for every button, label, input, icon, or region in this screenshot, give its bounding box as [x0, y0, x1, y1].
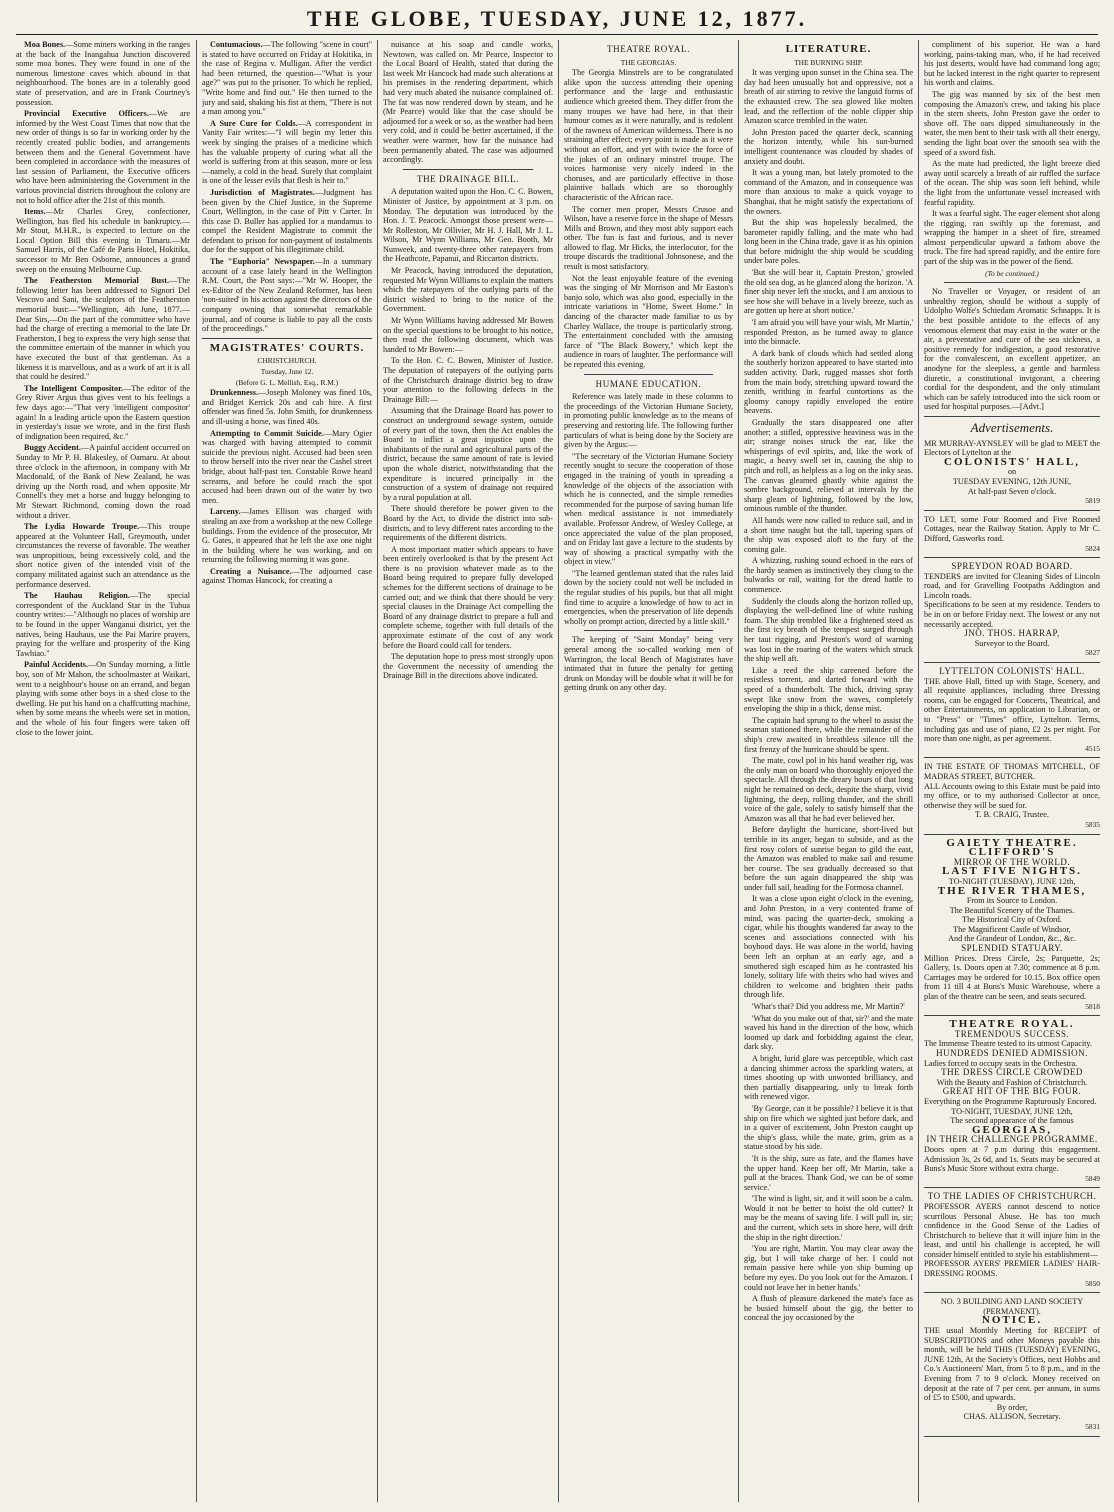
advertisement-number: 5849 — [1085, 1173, 1100, 1183]
advertisement-line: THE usual Monthly Meeting for RECEIPT of SUBSCRIPTIONS and other Moneys payable this month, will be held THIS (TUESDAY) EVENING, JUNE 12th, At the Society's Offices, next Hobbs and Co.'s Auctioneers' Mart, from 5 to 8 p.m., and in the Evening from 7 to 9 o'clock. Money received on deposit at the rate of 7 per cent. per annum, in sums of £5 to £500, and upwards. — [924, 1326, 1100, 1403]
advertisement-line: The second appearance of the famous — [950, 1116, 1074, 1126]
news-item-title: Buggy Accident. — [24, 443, 81, 453]
masthead-rule — [16, 34, 1098, 35]
news-item-body: —Mary Ogier was charged with having attempted to commit suicide the previous night. Accused had been seen to throw herself into the river near the Cashel street bridge, about half-past ten. Constable Rowe heard screams, and before he could reach the spot accused had been drawn out of the water by two men. — [202, 428, 372, 505]
advertisement-line: NO. 3 BUILDING AND LAND SOCIETY (PERMANENT). — [940, 1297, 1084, 1316]
advertisement — [924, 836, 1100, 1017]
advertisement-number: 5818 — [1085, 1001, 1100, 1011]
news-item — [16, 207, 190, 274]
court-bench: (Before G. L. Mellish, Esq., R.M.) — [235, 377, 339, 387]
news-item — [202, 429, 372, 506]
paragraph: The deputation hope to press most strongly upon the Government the necessity of amending the Drainage Bill in the directions above indicated. — [383, 652, 553, 681]
news-item — [16, 276, 190, 382]
paragraph: 'The wind is light, sir, and it will soon be a calm. Would it not be better to hoist the old cutter? It may be the means of saving life. I will pull in, sir; and the current, which sets in shore here, will drift the ship in the right direction.' — [744, 1194, 913, 1242]
advertisement-line: And the Grandeur of London, &c., &c. — [948, 934, 1076, 944]
paragraph: Assuming that the Drainage Board has power to construct an underground sewage system, outside of every part of the town, then the Act enables the Board to inflict a great injustice upon the inhabitants of the rural and agricultural parts of the district, because the same amount of rate is levied upon the whole district, notwithstanding that the expenditure is incurred principally in the construction of a system of drainage not required by a rural population at all. — [383, 406, 553, 502]
paragraph: John Preston paced the quarter deck, scanning the horizon intently, while his sun-burned intelligent countenance was clouded by shades of anxiety and doubt. — [744, 127, 913, 166]
advertisement-line: With the Beauty and Fashion of Christchurch. — [936, 1077, 1088, 1087]
advertisement-line: TO THE LADIES OF CHRISTCHURCH. — [927, 1191, 1097, 1202]
theatre-heading: THEATRE ROYAL. — [607, 44, 690, 54]
advertisement-line: Million Prices. Dress Circle, 2s; Parquette, 2s; Gallery, 1s. Doors open at 7.30; commence at 8 p.m. Carriages may be ordered for 10.15. Box office open from 11 till 4 at Buns's Music Warehouse, where a plan of the theatre can be seen, and seats secured. — [924, 953, 1100, 1002]
advertisement-rule — [924, 557, 1100, 558]
advertisement-number: 5824 — [1085, 543, 1100, 553]
advertisement-rule — [924, 1187, 1100, 1188]
column-rule — [377, 40, 378, 1502]
news-item-body: —James Ellison was charged with stealing an axe from a workshop at the new College buildings. From the evidence of the prosecutor, Mr G. Gates, it appeared that he left the axe one night in the building where he was working, and on returning the following morning it was gone. — [202, 507, 372, 565]
advertisement-line: THE DRESS CIRCLE CROWDED — [941, 1067, 1083, 1078]
advertisement-line: CHAS. ALLISON, Secretary. — [963, 1412, 1061, 1422]
news-item — [202, 567, 372, 586]
story-text — [744, 68, 913, 1323]
news-item — [16, 443, 190, 520]
section-rule — [584, 630, 713, 631]
advertisement — [924, 1192, 1100, 1293]
advertisement-line: THEATRE ROYAL. — [949, 1018, 1075, 1031]
news-item — [16, 522, 190, 589]
advertisement-number: 5831 — [1085, 1421, 1100, 1431]
paragraph: 'What do you make out of that, sir?' and the mate waved his hand in the direction of the bow, which loomed up dark and forbidding against the clear, dark sky. — [744, 1013, 913, 1052]
section-rule — [944, 282, 1080, 283]
news-item-title: The Lydia Howarde Troupe. — [24, 522, 139, 532]
news-item-body: —The following letter has been addressed to Signori Del Vescovo and Sani, the sculptors of the Featherston memorial bust:—"Wellington, 4th June, 1877.—Dear Sirs,—On the part of the committee who have had the charge of erecting a memorial to the late Dr Featherston, I beg to express the very high sense that the committee entertain of the manner in which you have executed the bust of that gentleman. As a likeness it is marvellous, and as a work of art it is all that could be desired." — [16, 276, 190, 382]
news-item-title: The Hauhau Religion. — [24, 591, 130, 601]
advertisement-line: on — [1007, 467, 1017, 477]
advertisement-line: TO-NIGHT (TUESDAY), JUNE 12th, — [948, 876, 1076, 886]
advertisement-line: By order, — [996, 1402, 1028, 1412]
paragraph: Suddenly the clouds along the horizon rolled up, displaying the well-defined line of white rushing foam. The ship trembled like a frightened steed as the first icy breath of the tempest surged through her taut rigging, and Preston's word of warning was lost in the roaring of the waters which struck the ship well aft. — [744, 596, 913, 664]
paragraph: It was a fearful sight. The eager element shot along the rigging, ran swiftly up the foremast, and wrapping the hamper in a sheet of fire, streamed almost perpendicular upward a fathom above the truck. The fire had spread rapidly, and the entire fore part of the ship was in the power of the fiend. — [924, 209, 1100, 267]
paragraph: compliment of his superior. He was a hard working, pains-taking man, who, if he had received his just deserts, would have had command long ago; but he lacked interest in the right quarter to represent his worth and claims. — [924, 40, 1100, 88]
drainage-article — [383, 187, 553, 681]
news-item-title: Painful Accidents. — [24, 660, 88, 670]
paragraph: Not the least enjoyable feature of the evening was the singing of Mr Morrison and Mr Easton's banjo solo, which was also good, especially in the intricate variations in "Home, Sweet Home." In dancing of the character made familiar to us by Charley Wallace, the troupe is particularly strong. The entertainment concluded with the amusing farce of "The Black Bowery," which kept the audience in roars of laughter. The performance will be repeated this evening. — [564, 273, 733, 369]
column-6 — [924, 40, 1100, 1502]
paragraph: It was a young man, but lately promoted to the command of the Amazon, and in consequence was more than anxious to make a quick voyage to Shanghai, that he might satisfy the expectations of the owners. — [744, 168, 913, 216]
news-item-title: Creating a Nuisance. — [210, 566, 292, 576]
advertisement-line: T. B. CRAIG, Trustee. — [975, 810, 1049, 820]
paragraph: The Georgia Minstrels are to be congratulated alike upon the success attending their opening performance and the large and enthusiastic audience which greeted them. They differ from the many troupes we have had here, in that their humour comes as it were naturally, and is redolent of the rawness of American wilderness. There is no straining after effect; every point is made as it were without an effort, and yet with twice the force of the jokes of an ordinary minstrel troupe. The voices harmonise very nicely indeed in the choruses, and are particularly effective in those plaintive ballads which are so thoroughly characteristic of the African race. — [564, 68, 733, 202]
paragraph: 'It is the ship, sure as fate, and the flames have the upper hand. Keep her off, Mr Martin, take a pull at the braces. Thank God, we can be of some service.' — [744, 1153, 913, 1192]
news-item-body: —Judgment has been given by the Chief Justice, in the Supreme Court, Wellington, in the case of Pitt v Carter. In this case D. Buller has applied for a mandamus to compel the Resident Magistrate to commit the defendant to prison for non-payment of instalments due for the support of his illegitimate child. — [202, 187, 372, 255]
advertisement-line: Everything on the Programme Rapturously Encored. — [924, 1096, 1097, 1106]
advertisement-line: THE RIVER THAMES, — [937, 884, 1087, 897]
advertisement-line: SPREYDON ROAD BOARD. — [951, 561, 1073, 572]
advertisement-line: TREMENDOUS SUCCESS. — [954, 1028, 1070, 1039]
paragraph: There should therefore be power given to the Board by the Act, to divide the district into sub-districts, and to levy different rates according to the requirements of the different districts. — [383, 504, 553, 543]
advertisement-line: GREAT HIT OF THE BIG FOUR. — [942, 1086, 1082, 1097]
column-5 — [744, 40, 913, 1502]
paragraph: 'You are right, Martin. You may clear away the gig, but I will take charge of her. I could not remain passive here while yon ship burning up before my eyes. Do you look out for the Amazon. I could not leave her in better hands.' — [744, 1244, 913, 1292]
paragraph: 'By George, can it be possible? I believe it is that ship on fire which we sighted just before dark, and in a quiver of excitement, John Preston caught up the ship's glass, while the mate, grim, grim as a statue stood by his side. — [744, 1103, 913, 1152]
advertisement-number: 4515 — [1085, 743, 1100, 753]
masthead: THE GLOBE, TUESDAY, JUNE 12, 1877. — [306, 6, 808, 31]
news-item-body: —In a summary account of a case lately heard in the Wellington R.M. Court, the Post says:—"Mr W. Hooper, the ex-Editor of the New Zealand Reformer, has been 'non-suited' in his action against the directors of the company owning that somewhat remarkable journal, and of course is liable to pay all the costs of the proceedings." — [202, 257, 372, 334]
column-rule — [196, 40, 197, 1502]
advertisement-rule — [924, 510, 1100, 511]
column-2 — [202, 40, 372, 1502]
advertisement-line: SPLENDID STATUARY. — [961, 943, 1063, 954]
paragraph: To the Hon. C. C. Bowen, Minister of Justice. The deputation of ratepayers of the outlying parts of the Christchurch drainage district beg to draw your attention to the following defects in the Drainage Bill:— — [383, 356, 553, 404]
column-1 — [16, 40, 190, 1502]
story-title: THE BURNING SHIP. — [794, 57, 863, 67]
advertisement-number: 5835 — [1085, 819, 1100, 829]
news-item — [16, 660, 190, 737]
advertisement-line: Surveyor to the Board. — [974, 638, 1050, 648]
advertisement-line: CLIFFORD'S — [968, 846, 1056, 859]
paragraph: A bright, lurid glare was perceptible, which cast a dancing shimmer across the sparkling waters, at times shooting up with unwonted brilliancy, and then partially disappearing, only to break forth with renewed vigor. — [744, 1053, 913, 1102]
section-rule — [584, 374, 713, 375]
advertisement-rule — [924, 1292, 1100, 1293]
advertisement-rule — [924, 1436, 1100, 1437]
news-item-title: The Intelligent Compositor. — [24, 383, 124, 393]
drainage-heading: THE DRAINAGE BILL. — [416, 173, 520, 184]
news-item-title: Jurisdiction of Magistrates. — [210, 187, 315, 197]
news-item-body: —On Sunday morning, a little boy, son of Mr Mahon, the schoolmaster at Waikari, went to a neighbour's house on an errand, and began playing with some other boys in a shed close to the dwelling. He put his hand on a chaffcutting machine, when by some means the wheels were set in motion, and the whole of his four fingers were taken off close to the lower joint. — [16, 660, 190, 737]
advertisement — [924, 1297, 1100, 1436]
advertisement-line: The Beautiful Scenery of the Thames. — [949, 905, 1075, 915]
news-paragraphs — [202, 40, 372, 334]
news-item-body: —The adjourned case against Thomas Hancock, for creating a — [202, 566, 372, 586]
news-item-title: Moa Bones. — [24, 40, 66, 49]
news-item-body: —Some miners working in the ranges at the back of the Inangahua Junction discovered some moa bones. They were found in one of the numerous limestone caves which abound in that neighbourhood. The bones are in a tolerably good state of preservation, and are in Frank Courtney's possession. — [16, 40, 190, 107]
advertisement — [924, 762, 1100, 834]
advertisement-line: TO LET, some Four Roomed and Five Roomed Cottages, near the Railway Station. Apply to Mr C. Difford, Gasworks road. — [924, 514, 1100, 543]
advertisements-heading: Advertisements. — [970, 419, 1054, 435]
news-item-title: A Sure Cure for Colds. — [210, 118, 298, 128]
section-rule — [924, 416, 1100, 417]
advertisement-line: COLONISTS' HALL, — [944, 455, 1080, 468]
news-item — [16, 109, 190, 205]
paragraph: The mate, cowl pol in his hand weather rig, was the only man on board who thoroughly enjoyed the spectacle. All through the dreary hours of that long night he remained on deck, despite the sharp, vivid lightning, the deep, rolling thunder, and the shrill voice of the gale, solely to satisfy himself that the Amazon was all that he had ever believed her. — [744, 756, 913, 823]
section-rule — [403, 169, 533, 170]
news-item-body: —Joseph Moloney was fined 10s, and Bridget Kerrick 20s and cab hire. A first offender was fined 5s. John Smith, for drunkenness and ill-using a horse, was fined 40s. — [202, 388, 372, 426]
news-item — [202, 388, 372, 426]
advertisement-line: PROFESSOR AYERS cannot descend to notice scurrilous Personal Abuse. He has too much confidence in the Good Sense of the Ladies of Christchurch to believe that it will injure him in the least, and until his challenge is accepted, he will consider himself entitled to style his establishment— — [924, 1201, 1100, 1259]
advertisement-line: HUNDREDS DENIED ADMISSION. — [936, 1048, 1088, 1058]
advertisement-rule — [924, 1015, 1100, 1016]
column-4 — [564, 40, 733, 1502]
paragraph: 'But she will bear it, Captain Preston,' growled the old sea dog, as he glanced along the horizon. 'A finer ship never left the stocks, and I am anxious to see how she will behave in a lively breeze, such as are gotten up here at short notice.' — [744, 268, 913, 316]
paragraph: "The learned gentleman stated that the rules laid down by the society could not well be included in the regular studies of his pupils, but that all might find time to acquire a knowledge of how to act in emergencies, when the preservation of life depends wholly on prompt action, directed by a little skill." — [564, 568, 733, 626]
paragraph: As the mate had predicted, the light breeze died away until scarcely a breath of air ruffled the surface of the ocean. The ship was soon left behind, while the light from the unfortunate vessel increased with fearful rapidity. — [924, 159, 1100, 207]
news-item-body: —The editor of the Grey River Argus thus gives vent to his feelings a few days ago:—"That very 'intelligent compositor' again! In a leading article upon the Eastern question in yesterday's issue we wrote, and in the first flush of indignation been required, &c." — [16, 383, 190, 441]
news-item — [16, 40, 190, 107]
news-item-title: Drunkenness. — [210, 388, 259, 398]
advertisement — [924, 515, 1100, 558]
advertisements — [924, 439, 1100, 1437]
court-date: Tuesday, June 12. — [260, 367, 314, 376]
news-item-title: The "Euphoria" Newspaper. — [210, 257, 315, 267]
advertisement-line: LYTTELTON COLONISTS' HALL. — [939, 666, 1085, 677]
column-rule — [918, 40, 919, 1502]
advertisement-number: 5827 — [1085, 648, 1100, 658]
news-item-title: Provincial Executive Officers. — [24, 109, 149, 119]
advertisement-line: Ladies forced to occupy seats in the Orchestra. — [924, 1058, 1078, 1068]
paragraph: "The secretary of the Victorian Humane Society recently sought to secure the cooperation of those engaged in the training of youth in spreading a knowledge of the objects of the association with which he is connected, and the simple remedies recommended for the purpose of saving human life when medical assistance is not immediately available. Professor Andrew, of Wesley College, at once appreciated the value of the plan proposed, and on Friday last gave a lecture to the students by way of showing a practical sympathy with the object in view." — [564, 451, 733, 567]
section-rule — [202, 338, 372, 339]
column-3 — [383, 40, 553, 1502]
advertisement-line: GEORGIAS, — [971, 1123, 1053, 1136]
paragraph: The captain had sprung to the wheel to assist the seaman stationed there, while the remainder of the ship's crew awaited in breathless silence till the first frenzy of the hurricane should be spent. — [744, 715, 913, 754]
advertisement-rule — [924, 834, 1100, 835]
advertisement — [924, 562, 1100, 663]
news-item-body: —Mr Charles Grey, confectioner, Wellington, has fled his schedule in bankruptcy.—Mr Stout, M.H.R., is expected to lecture on the Local Option Bill this evening in Timaru.—Mr Samuel Harris, of the Café de Paris Hotel, Hokitika, successor to Mr Ben Osborne, announces a grand sweep on the ensuing Melbourne Cup. — [16, 207, 190, 274]
literature-heading: LITERATURE. — [785, 43, 872, 55]
news-item — [16, 591, 190, 658]
news-item-title: The Featherston Memorial Bust. — [24, 276, 170, 286]
theatre-subheading: THE GEORGIAS. — [620, 57, 677, 67]
news-item-body: —We are informed by the West Coast Times that now that the new order of things is so far in working order by the recently created public bodies, and arrangements between them and the General Government have been completed in accordance with the measures of last session of Parliament, the Executive officers who have been administering the Government in the various provincial districts throughout the colony are not to hold office after the 21st of this month. — [16, 109, 190, 205]
paragraph: Gradually the stars disappeared one after another; a stifled, oppressive heaviness was in the air; strange noises struck the ear, like the whisperings of evil spirits, and, like the work of magic, a heavy swell set in, causing the ship to pitch and roll, as helpless as a log on the inky seas. The canvas gleamed ghastly white against the sombre background, relieved at intervals by the sharp gleam of lightning, followed by the low, ominous rumble of the thunder. — [744, 417, 913, 514]
paragraph: Mr Peacock, having introduced the deputation, requested Mr Wynn Williams to explain the matters which the ratepayers of the outlying parts of the district wished to bring to the notice of the Government. — [383, 266, 553, 314]
advertisement-line: MR MURRAY-AYNSLEY will be glad to MEET the Electors of Lyttelton at the — [924, 438, 1100, 458]
paragraph: A dark bank of clouds which had settled along the southerly horizon appeared to have started into sudden activity. Dark, rugged masses shot forth from the main body, stretching upward toward the zenith, writhing in fearful contortions as the gloomy canopy rapidly enveloped the entire heavens. — [744, 348, 913, 416]
advertisement-line: MIRROR OF THE WORLD. — [953, 856, 1071, 867]
paragraph: It was verging upon sunset in the China sea. The day had been unusually hot and oppressive, not a breath of air stirring to revive the languid forms of the exhausted crew. The sea glowed like molten lead, and the reflection of the noble clipper ship Amazon scarce trembled in the water. — [744, 68, 913, 126]
advertisement-line: LAST FIVE NIGHTS. — [942, 865, 1082, 878]
news-item-body: —A correspondent in Vanity Fair writes:—"I will begin my letter this week by singing the praises of a medicine which has the valuable property of curing what all the world is suffering from at this season, more or less—namely, a cold in the head. Surely that complaint is one of the lesser evils that flesh is heir to." — [202, 118, 372, 186]
advertisement-line: TENDERS are invited for Cleaning Sides of Lincoln road, and for Gravelling Footpaths Addington and Lincoln roads. — [924, 571, 1100, 600]
magistrates-heading: MAGISTRATES' COURTS. — [209, 341, 365, 354]
court-place: CHRISTCHURCH. — [257, 356, 317, 366]
news-item — [202, 40, 372, 117]
paragraph: Reference was lately made in these columns to the proceedings of the Victorian Humane Society, in promoting public knowledge as to the means of preserving and restoring life. The following further particulars of what is being done by the Society are given by the Argus:— — [564, 392, 733, 450]
advertisement-line: TUESDAY EVENING, 12th JUNE, — [952, 476, 1072, 486]
paragraph: 'What's that? Did you address me, Mr Martin?' — [752, 1002, 905, 1011]
paragraph: The gig was manned by six of the best men composing the Amazon's crew, and taking his place in the stern sheets, John Preston gave the order to shove off. The oars dipped simultaneously in the water, the men bent to their task with all their energy, sending the light boat over the smooth sea with the speed of a sword fish. — [924, 89, 1100, 157]
column-rule — [558, 40, 559, 1502]
theatre-article — [564, 68, 733, 369]
advertisement-line: From its Source to London. — [966, 896, 1058, 906]
humane-heading: HUMANE EDUCATION. — [595, 378, 702, 389]
paragraph: Before daylight the hurricane, short-lived but terrible in its anger, began to subside, and as the first rosy colors of sunrise began to gild the east, the Amazon was enabled to make sail and resume her course. The sea gradually decreased so that before the sun again disappeared the ship was under full sail, heading for the Formosa channel. — [744, 825, 913, 892]
advertisement-line: The Magnificent Castle of Windsor, — [953, 924, 1071, 934]
paragraph: A whizzing, rushing sound echoed in the ears of the hardy seamen as instinctively they clung to the bulwarks or rail, waiting for the dread battle to commence. — [744, 556, 913, 595]
humane-article — [564, 392, 733, 626]
advertisement-line: THE above Hall, fitted up with Stage, Scenery, and all requisite appliances, including three Dressing rooms, can be engaged for Concerts, Theatrical, and other Entertainments, on application to Librarian, or to "Press" or "Times" office, Lyttelton. Terms, including gas and use of piano, £2 2s per night. For more than one night, as per agreement. — [924, 676, 1100, 744]
news-item — [202, 257, 372, 334]
court-items — [202, 388, 372, 586]
paragraph: 'I am afraid you will have your wish, Mr Martin,' responded Preston, as he turned away to glance into the binnacle. — [744, 318, 913, 347]
advertisement-line: NOTICE. — [981, 1314, 1043, 1327]
advertisement — [924, 439, 1100, 511]
saint-monday-paragraph: The keeping of "Saint Monday" being very general among the so-called working men of Warrington, the local Bench of Magistrates have intimated that in future the penalty for getting drunk on Monday will be double what it will be for getting drunk on any other day. — [564, 635, 733, 693]
advertisement-rule — [924, 662, 1100, 663]
advertisement-line: At half-past Seven o'clock. — [967, 486, 1057, 496]
paragraph: The corner men proper, Messrs Crusoe and Wilson, have a reserve force in the shape of Messrs Mills and Brown, and they most ably support each other. The fun is fast and furious, and is never allowed to flag. Mr Hicks, the interlocutor, for the troupe discards the traditional Johnsonese, and the result is most satisfactory. — [564, 204, 733, 272]
paragraph: Like a reed the ship careened before the resistless torrent, and darted forward with the speed of a thunderbolt. The thick, driving spray swept like snow from the waves, completely enveloping the ship in a thick, dense mist. — [744, 665, 913, 714]
paragraph: All hands were now called to reduce sail, and in a short time naught but the tall, tapering spars of the ship was exposed aloft to the fury of the coming gale. — [744, 515, 913, 554]
paragraph: A most important matter which appears to have been entirely overlooked is that by the present Act there is no provision whatever made as to the Board being required to prepare fully developed schemes for the different sections of drainage to be carried out; and we think that there should be very special clauses in the Drainage Act compelling the Board of any drainage district to prepare a full and complete scheme, together with full details of the approximate estimate of the cost of any work before the Board could call for tenders. — [383, 544, 553, 650]
news-item — [202, 188, 372, 255]
paragraph: But the ship was hopelessly becalmed, the barometer rapidly falling, and the mate who had long been in the China trade, gave it as his opinion that before midnight the ship would be scudding under bare poles. — [744, 218, 913, 266]
advertisement-line: TO-NIGHT, TUESDAY, JUNE 12th, — [951, 1106, 1073, 1116]
advertisement-line: GAIETY THEATRE. — [946, 836, 1078, 849]
news-item-body: —This troupe appeared at the Volunteer Hall, Greymouth, under circumstances the reverse of favorable. The weather was unpropitious, being excessively cold, and the short notice given of the intended visit of the company militated against such an attendance as the performance deserved. — [16, 522, 190, 589]
advertisement-line: Specifications to be seen at my residence. Tenders to be in on or before Friday next. The lowest or any not necessarily accepted. — [924, 600, 1100, 629]
news-item — [202, 119, 372, 186]
news-paragraphs — [16, 40, 190, 737]
nuisance-continuation: nuisance at his soap and candle works, Newtown, was called on. Mr Pearce, Inspector to the Local Board of Health, stated that during the last week Mr Hancock had made such alterations at his premises in the rendering department, which had very much abated the nuisance complained of. The fat was now rendered down by steam, and he (Mr Pearce) would like that the case should be adjourned for a week or so, as the weather had been very cold, and it could be better ascertained, if the weather were warmer, how far the nuisance had been permanently abated. The case was adjourned accordingly. — [383, 40, 553, 165]
to-be-continued: (To be continued.) — [985, 268, 1039, 278]
news-item-title: Contumacious. — [210, 40, 263, 49]
advertisement-line: PROFESSOR AYERS' PREMIER LADIES' HAIR-DRESSING ROOMS. — [924, 1259, 1100, 1279]
news-item-body: —A painful accident occurred on Sunday to Mr P. H. Blakesley, of Oamaru. At about three o'clock in the afternoon, in company with Mr Macdonald, of the Bank of New Zealand, he was driving up the North road, and when opposite Mr Connell's they met a horse and buggy belonging to Mr Stewart Richmond, coming down the road without a driver. — [16, 443, 190, 520]
advertisement — [924, 1020, 1100, 1188]
paragraph: Mr Wynn Williams having addressed Mr Bowen on the special questions to be brought to his notice, then read the following document, which was handed to Mr Bowen:— — [383, 316, 553, 354]
news-item — [202, 507, 372, 565]
news-item-title: Larceny. — [210, 507, 241, 517]
advertisement-number: 5819 — [1085, 496, 1100, 506]
story-continuation — [924, 40, 1100, 267]
news-item-title: Attempting to Commit Suicide. — [210, 428, 324, 438]
advertisement-line: IN THE ESTATE OF THOMAS MITCHELL, OF MADRAS STREET, BUTCHER. — [924, 762, 1100, 781]
paragraph: A flush of pleasure darkened the mate's face as he busied himself about the gig, the better to conceal the joy occasioned by the — [744, 1294, 913, 1323]
advertisement — [924, 667, 1100, 758]
advertisement-number: 5850 — [1085, 1278, 1100, 1288]
advertisement-line: JNO. THOS. HARRAP, — [964, 628, 1060, 639]
schnapps-notice: No Traveller or Voyager, or resident of an unhealthy region, should be without a supply of Udolpho Wolfe's Schiedam Aromatic Schnapps. It is the best possible antidote to the effects of any venomous element that may exist in the water or the air, a preventative and cure of the sea sickness, a positive remedy for indigestion, a good restorative for the convalescent, an excellent appetizer, an anodyne for the sleepless, a gentle and harmless diuretic, a constitutional invigorant, a cheering cordial for the despondent, and the only stimulant which can be safely introduced into the sick room or used for hospital purposes.—[Advt.] — [924, 287, 1100, 412]
advertisement-line: The Historical City of Oxford. — [962, 915, 1062, 925]
news-item — [16, 384, 190, 442]
news-item-title: Items. — [24, 207, 46, 217]
paragraph: A deputation waited upon the Hon. C. C. Bowen, Minister of Justice, by appointment at 3 p.m. on Monday. The deputation was introduced by the Hon. J. T. Peacock. Amongst those present were—Mr Rolleston, Mr Ollivier, Mr H. J. Hall, Mr J. L. Wilson, Mr Wynn Williams, Mr Geo. Booth, Mr Nunweek, and twenty-three other ratepayers from the Heathcote, Papanui, and Riccarton districts. — [383, 187, 553, 264]
news-item-body: —The following "scene in court" is stated to have occurred on Friday at Hokitika, in the case of Regina v. Mulligan. After the verdict had been returned, the question—"What is your age?" was put to the prisoner. To which he replied, "Write home and find out." He then turned to the jury and said, shaking his fist at them, "There is not a man among you." — [202, 40, 372, 117]
advertisement-rule — [924, 757, 1100, 758]
news-item-body: —The special correspondent of the Auckland Star in the Tuhua country writes:—"Although no places of worship are to be found in the upper Wanganui district, yet the natives, being Hauhaus, use the Pai Marire prayers, praying for the welfare and prosperity of the King Tawhiao." — [16, 591, 190, 658]
column-rule — [738, 40, 739, 1502]
advertisement-line: Doors open at 7 p.m during this engagement. Admission 3s, 2s 6d, and 1s. Seats may be secured at Buns's Music Store without extra charge. — [924, 1144, 1100, 1174]
advertisement-line: The Immense Theatre tested to its utmost Capacity. — [924, 1039, 1093, 1049]
paragraph: It was a close upon eight o'clock in the evening, and John Preston, in a very contented frame of mind, was pacing the quarter-deck, smoking a cigar, while his thoughts wandered far away to the scenes and associations connected with his boyhood days. He was alone in the world, having been left an orphan at an early age, and a smothered sigh escaped him as he contrasted his lonely, solitary life with theirs who had wives and children to welcome and brighten their paths through life. — [744, 894, 913, 1000]
advertisement-line: IN THEIR CHALLENGE PROGRAMME. — [926, 1134, 1098, 1145]
advertisement-line: ALL Accounts owing to this Estate must be paid into my office, or to my authorised Collector at once, otherwise they will be sued for. — [924, 781, 1100, 810]
